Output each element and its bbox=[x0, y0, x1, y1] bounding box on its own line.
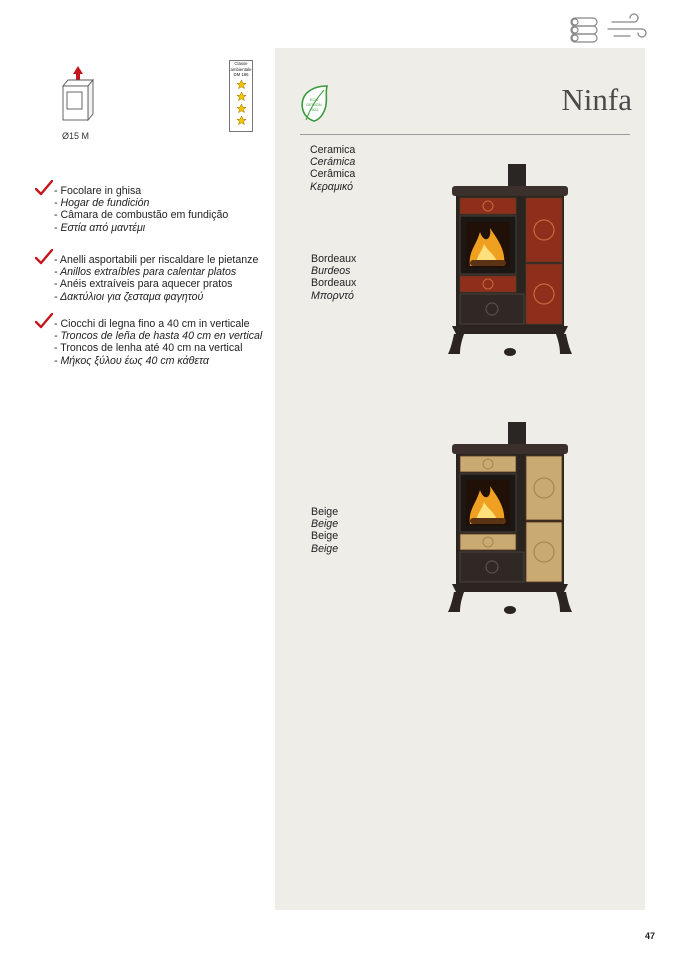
variant-label-beige bbox=[311, 506, 338, 555]
variant-line: Beige bbox=[311, 506, 339, 518]
variant-line: Beige bbox=[311, 518, 339, 531]
star-icon bbox=[236, 103, 247, 114]
top-plate bbox=[452, 186, 568, 196]
title-divider bbox=[300, 134, 630, 135]
energy-class-line: ambientale bbox=[230, 66, 252, 72]
stove-image-beige bbox=[446, 420, 574, 620]
side-tile-lower bbox=[526, 264, 562, 324]
energy-class-line: Classe bbox=[234, 61, 248, 66]
feature-line: - Hogar de fundición bbox=[54, 197, 150, 210]
feature-line: - Anelli asportabili per riscaldare le pietanze bbox=[54, 254, 259, 266]
material-label bbox=[310, 144, 355, 193]
feature-line: - Focolare in ghisa bbox=[54, 185, 142, 197]
front-top-tile bbox=[460, 198, 516, 214]
feature-line: - Δακτύλιοι για ζεσταμα φαγητού bbox=[54, 290, 204, 303]
front-bottom-tile bbox=[460, 534, 516, 550]
checkmark-icon bbox=[35, 249, 53, 265]
side-tile-lower bbox=[526, 522, 562, 582]
feature-item bbox=[35, 180, 275, 240]
log bbox=[470, 518, 506, 524]
feature-line: - Εστία από μαντέμι bbox=[54, 221, 146, 234]
wood-logs-icon bbox=[571, 18, 597, 42]
material-line: Ceramica bbox=[310, 144, 356, 156]
stove-base bbox=[452, 326, 568, 334]
ash-drawer bbox=[460, 552, 524, 582]
eco-line: 2022 bbox=[309, 107, 319, 112]
stove-foot bbox=[504, 606, 516, 614]
eco-line: ECO bbox=[309, 97, 319, 102]
feature-item bbox=[35, 249, 275, 309]
side-tile-upper bbox=[526, 456, 562, 520]
stove-leg bbox=[556, 592, 572, 612]
material-line: Cerámica bbox=[310, 156, 356, 169]
top-plate bbox=[452, 444, 568, 454]
variant-line: Burdeos bbox=[311, 265, 351, 278]
energy-class-line: DM 186 bbox=[233, 72, 249, 78]
checkmark-icon bbox=[35, 313, 53, 329]
ash-drawer bbox=[460, 294, 524, 324]
energy-class-badge bbox=[229, 60, 253, 132]
energy-stars bbox=[230, 79, 252, 126]
feature-line: - Troncos de leña de hasta 40 cm en vertical bbox=[54, 330, 263, 343]
log bbox=[470, 260, 506, 266]
stove-foot bbox=[504, 348, 516, 356]
variant-line: Bordeaux bbox=[311, 277, 357, 290]
star-icon bbox=[236, 79, 247, 90]
variant-line: Μπορντό bbox=[311, 289, 354, 302]
front-top-tile bbox=[460, 456, 516, 472]
flue-pipe bbox=[508, 164, 526, 188]
page-number: 47 bbox=[645, 931, 656, 941]
material-line: Cerâmica bbox=[310, 168, 356, 181]
feature-line: - Anéis extraíveis para aquecer pratos bbox=[54, 278, 233, 291]
checkmark-icon bbox=[35, 180, 53, 196]
feature-line: - Troncos de lenha até 40 cm na vertical bbox=[54, 342, 243, 355]
flue-diameter-label: Ø15 M bbox=[62, 131, 90, 141]
variant-line: Beige bbox=[311, 542, 339, 555]
star-icon bbox=[236, 115, 247, 126]
air-flow-icon bbox=[608, 14, 646, 37]
flue-pipe bbox=[508, 422, 526, 446]
star-icon bbox=[236, 91, 247, 102]
ecodesign-logo bbox=[298, 83, 330, 123]
feature-line: - Câmara de combustão em fundição bbox=[54, 209, 229, 222]
feature-line: - Ciocchi di legna fino a 40 cm in verticale bbox=[54, 318, 250, 330]
material-line: Κεραμικό bbox=[310, 180, 354, 193]
feature-line: - Μήκος ξύλου έως 40 cm κάθετα bbox=[54, 354, 209, 367]
stove-base bbox=[452, 584, 568, 592]
side-tile-upper bbox=[526, 198, 562, 262]
stove-leg bbox=[556, 334, 572, 354]
feature-line: - Anillos extraíbles para calentar platos bbox=[54, 266, 237, 279]
front-bottom-tile bbox=[460, 276, 516, 292]
page-title: Ninfa bbox=[561, 82, 632, 117]
stove-leg bbox=[448, 334, 464, 354]
stove-image-bordeaux bbox=[446, 162, 574, 362]
feature-item bbox=[35, 313, 275, 373]
chimney-top-outlet-icon bbox=[58, 62, 98, 128]
eco-line: DESIGN bbox=[306, 102, 322, 107]
variant-line: Beige bbox=[311, 530, 339, 543]
variant-label-bordeaux bbox=[311, 253, 356, 302]
variant-line: Bordeaux bbox=[311, 253, 357, 265]
header-icons bbox=[568, 12, 648, 46]
stove-leg bbox=[448, 592, 464, 612]
